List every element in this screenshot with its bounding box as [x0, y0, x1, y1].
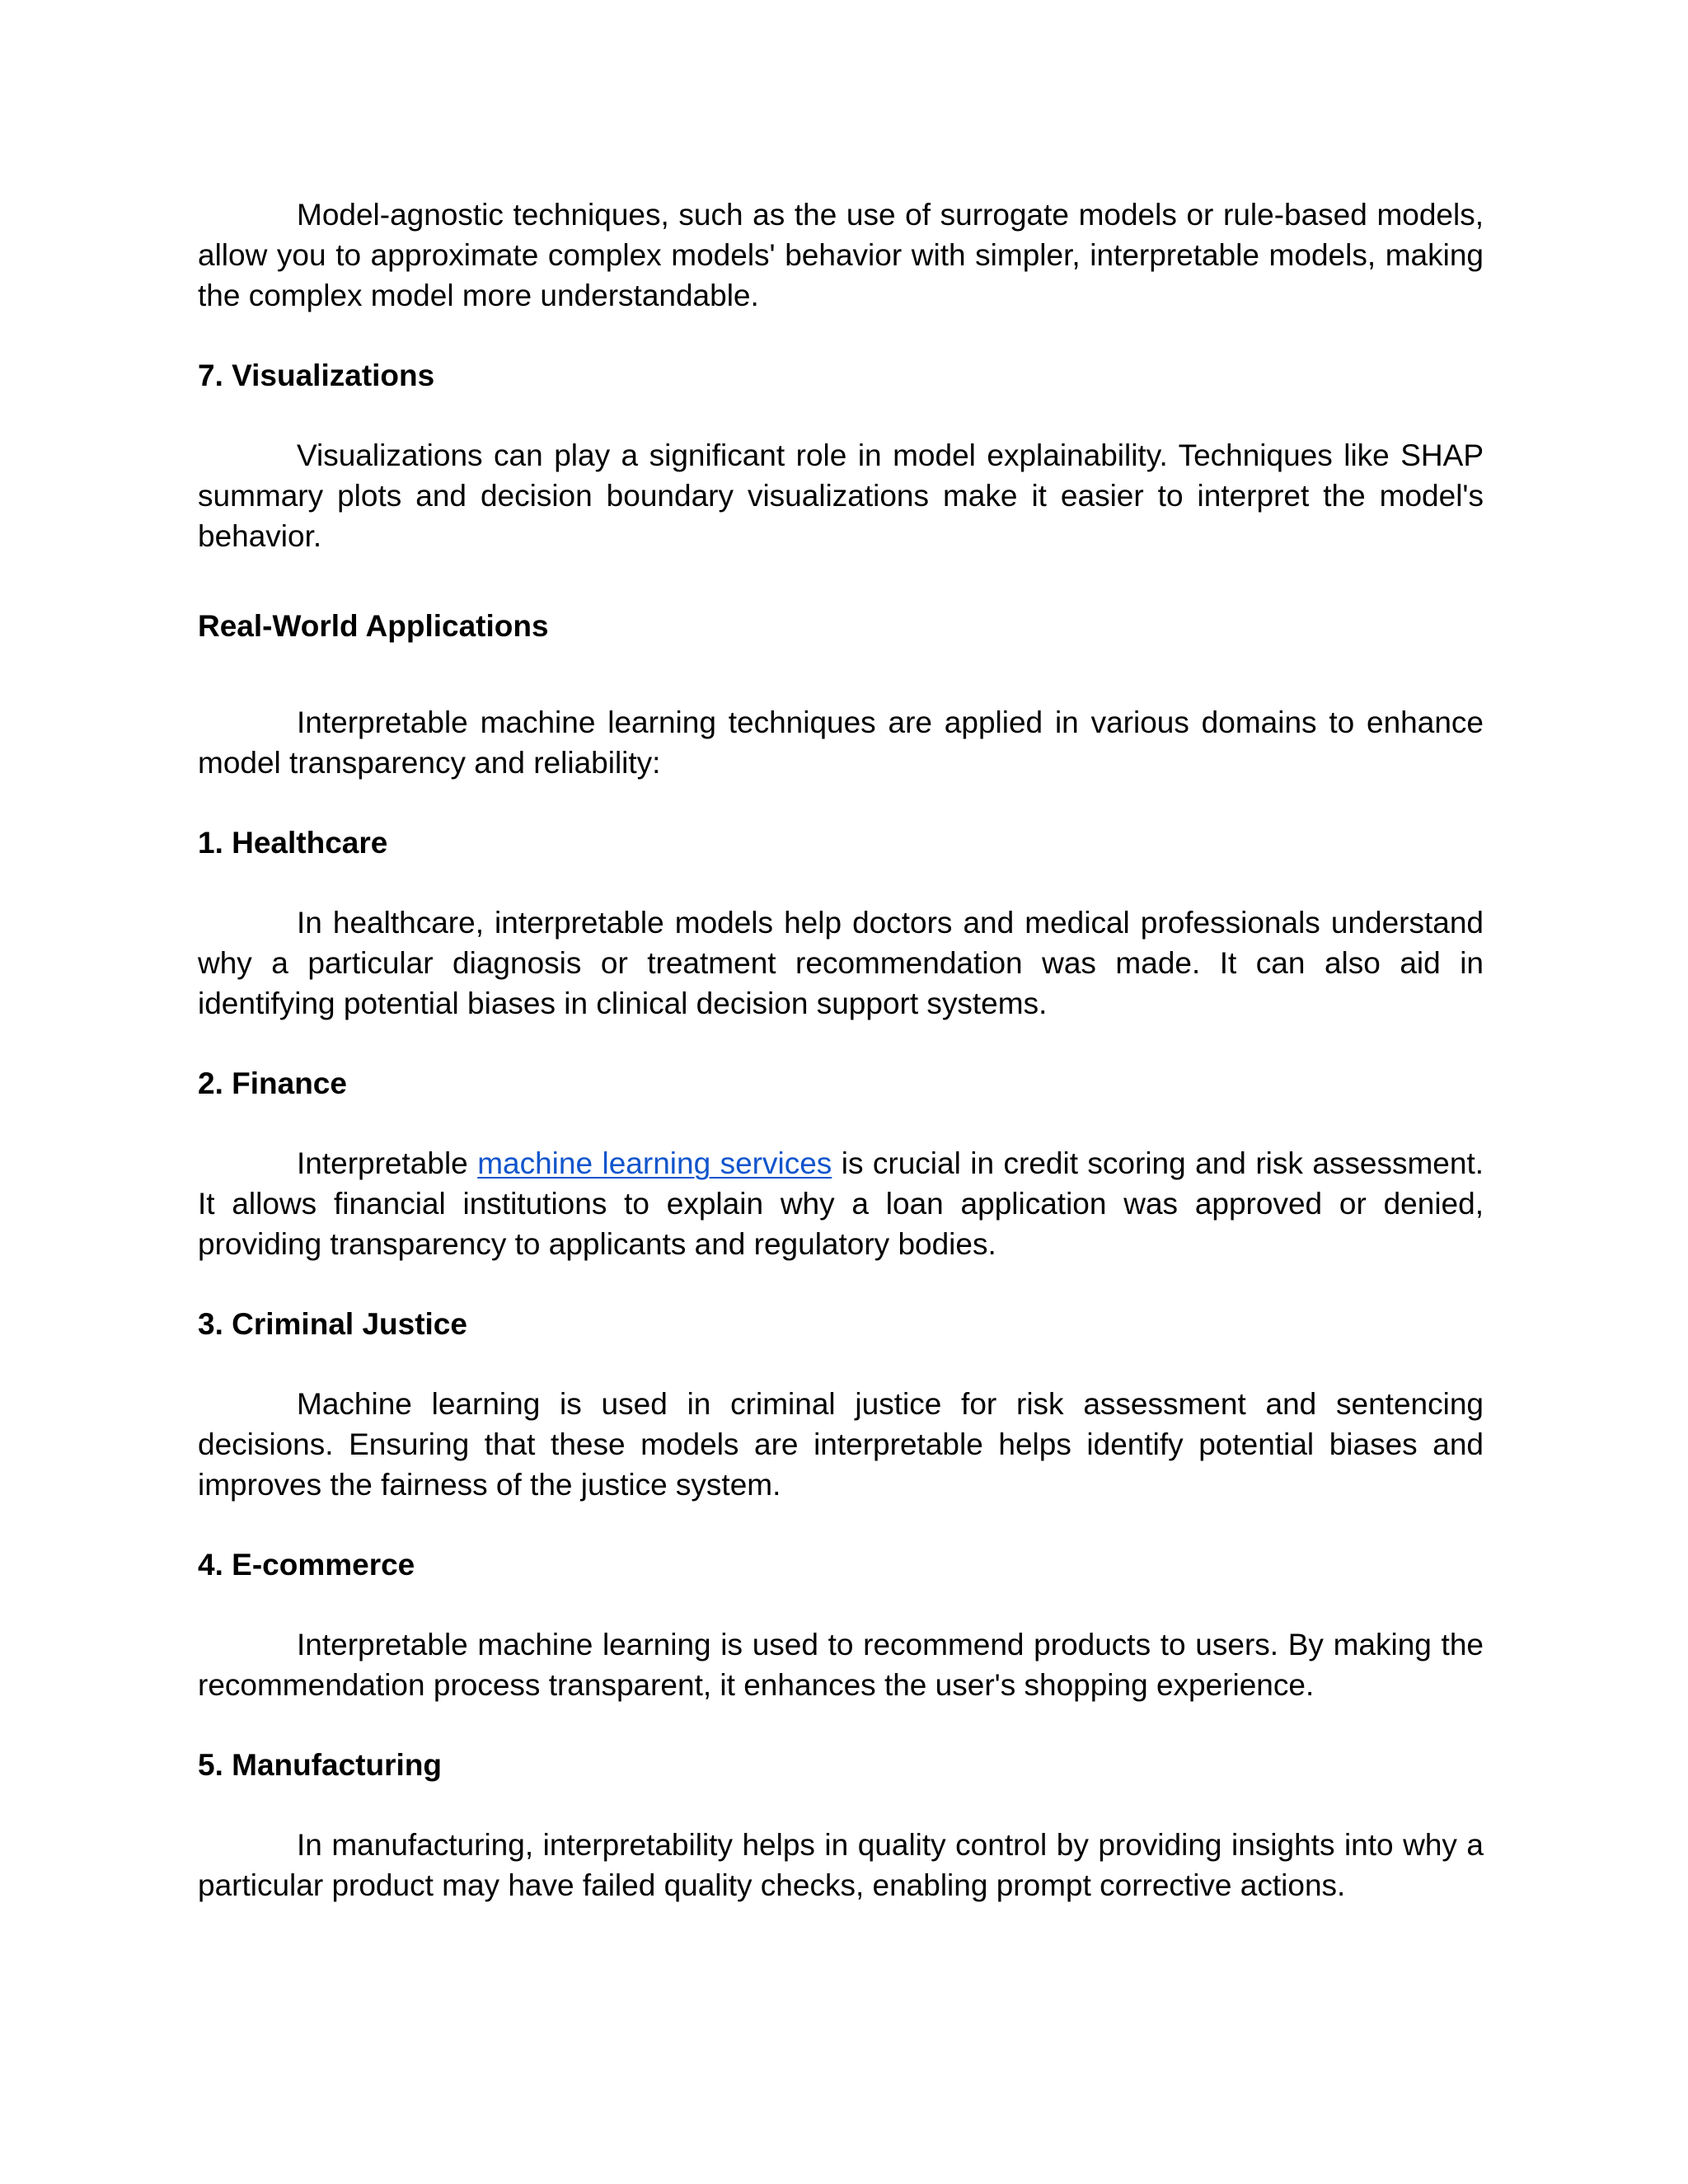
finance-paragraph [198, 1143, 1484, 1264]
manufacturing-paragraph: In manufacturing, interpretability helps in quality control by providing insights into why a particular product may have failed quality checks, enabling prompt corrective actions. [198, 1828, 1484, 1902]
healthcare-heading: 1. Healthcare [198, 826, 388, 860]
intro-paragraph: Model-agnostic techniques, such as the use of surrogate models or rule-based models, allow you to approximate complex models' behavior with simpler, interpretable models, making the complex model more understandable. [198, 198, 1484, 312]
finance-paragraph-lead: Interpretable [297, 1146, 478, 1180]
criminal-justice-heading: 3. Criminal Justice [198, 1307, 467, 1341]
applications-heading: Real-World Applications [198, 609, 549, 643]
document-page [198, 194, 1484, 1905]
ecommerce-heading: 4. E-commerce [198, 1548, 415, 1582]
visualizations-paragraph: Visualizations can play a significant role in model explainability. Techniques like SHAP summary plots and decision boundary visualizations make it easier to interpret the model's behavior. [198, 438, 1484, 553]
manufacturing-heading: 5. Manufacturing [198, 1748, 443, 1782]
ecommerce-paragraph: Interpretable machine learning is used to recommend products to users. By making the recommendation process transparent, it enhances the user's shopping experience. [198, 1628, 1484, 1702]
visualizations-heading: 7. Visualizations [198, 359, 435, 392]
finance-heading: 2. Finance [198, 1066, 347, 1100]
machine-learning-services-link[interactable]: machine learning services [477, 1146, 832, 1180]
healthcare-paragraph: In healthcare, interpretable models help doctors and medical professionals understand why a particular diagnosis or treatment recommendation was made. It can also aid in identifying potential biases in clinical decision support systems. [198, 906, 1484, 1020]
finance-paragraph-rest: is crucial in credit scoring and risk assessment. It allows financial institutions to explain why a loan application was approved or denied, providing transparency to applicants and regulatory bodies. [198, 1146, 1484, 1261]
applications-paragraph: Interpretable machine learning techniques are applied in various domains to enhance model transparency and reliability: [198, 705, 1484, 780]
criminal-justice-paragraph: Machine learning is used in criminal justice for risk assessment and sentencing decisions. Ensuring that these models are interpretable helps identify potential biases and improves the fairness of the justice system. [198, 1387, 1484, 1502]
